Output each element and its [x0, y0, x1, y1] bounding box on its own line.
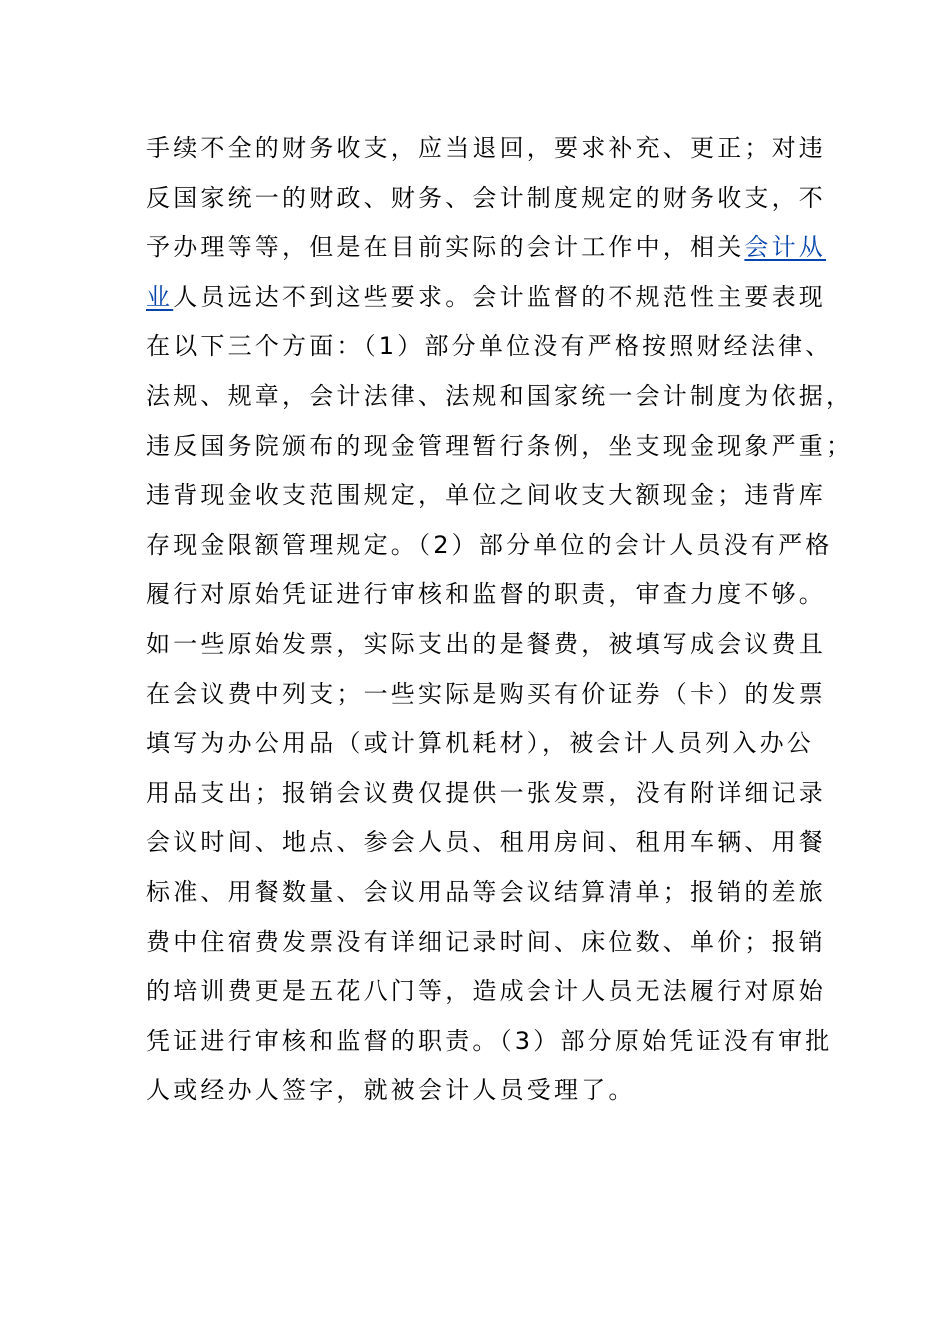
text-line: 的培训费更是五花八门等，造成会计人员无法履行对原始 — [146, 977, 826, 1006]
text-line: 在会议费中列支；一些实际是购买有价证券（卡）的发票 — [146, 679, 826, 708]
text-line: 费中住宿费发票没有详细记录时间、床位数、单价；报销 — [146, 927, 826, 956]
text-line: 如一些原始发票，实际支出的是餐费，被填写成会议费且 — [146, 629, 826, 658]
text-line: 标准、用餐数量、会议用品等会议结算清单；报销的差旅 — [146, 877, 826, 906]
body-paragraph — [146, 124, 854, 1116]
text-line: 凭证进行审核和监督的职责。（3）部分原始凭证没有审批 — [146, 1026, 833, 1055]
accounting-practitioner-link-cont[interactable]: 业 — [146, 282, 174, 311]
text-line: 法规、规章，会计法律、法规和国家统一会计制度为依据， — [146, 381, 854, 410]
text-line: 手续不全的财务收支，应当退回，要求补充、更正；对违 — [146, 134, 826, 162]
text-line: 违反国务院颁布的现金管理暂行条例，坐支现金现象严重； — [146, 431, 854, 460]
text-line: 存现金限额管理规定。（2）部分单位的会计人员没有严格 — [146, 530, 833, 559]
text-line: 在以下三个方面：（1）部分单位没有严格按照财经法律、 — [146, 332, 833, 361]
text-line: 会议时间、地点、参会人员、租用房间、租用车辆、用餐 — [146, 828, 826, 857]
text-line: 人或经办人签字，就被会计人员受理了。 — [146, 1076, 636, 1105]
text-line: 违背现金收支范围规定，单位之间收支大额现金；违背库 — [146, 481, 826, 510]
text-line: 用品支出；报销会议费仅提供一张发票，没有附详细记录 — [146, 778, 826, 807]
text-line: 予办理等等，但是在目前实际的会计工作中，相关会计从 — [146, 233, 827, 262]
accounting-practitioner-link[interactable]: 会计从 — [744, 233, 827, 262]
text-line: 反国家统一的财政、财务、会计制度规定的财务收支，不 — [146, 183, 826, 212]
text-line: 填写为办公用品（或计算机耗材），被会计人员列入办公 — [146, 729, 814, 758]
text-line: 履行对原始凭证进行审核和监督的职责，审查力度不够。 — [146, 580, 826, 609]
text-line: 业人员远达不到这些要求。会计监督的不规范性主要表现 — [146, 282, 827, 311]
